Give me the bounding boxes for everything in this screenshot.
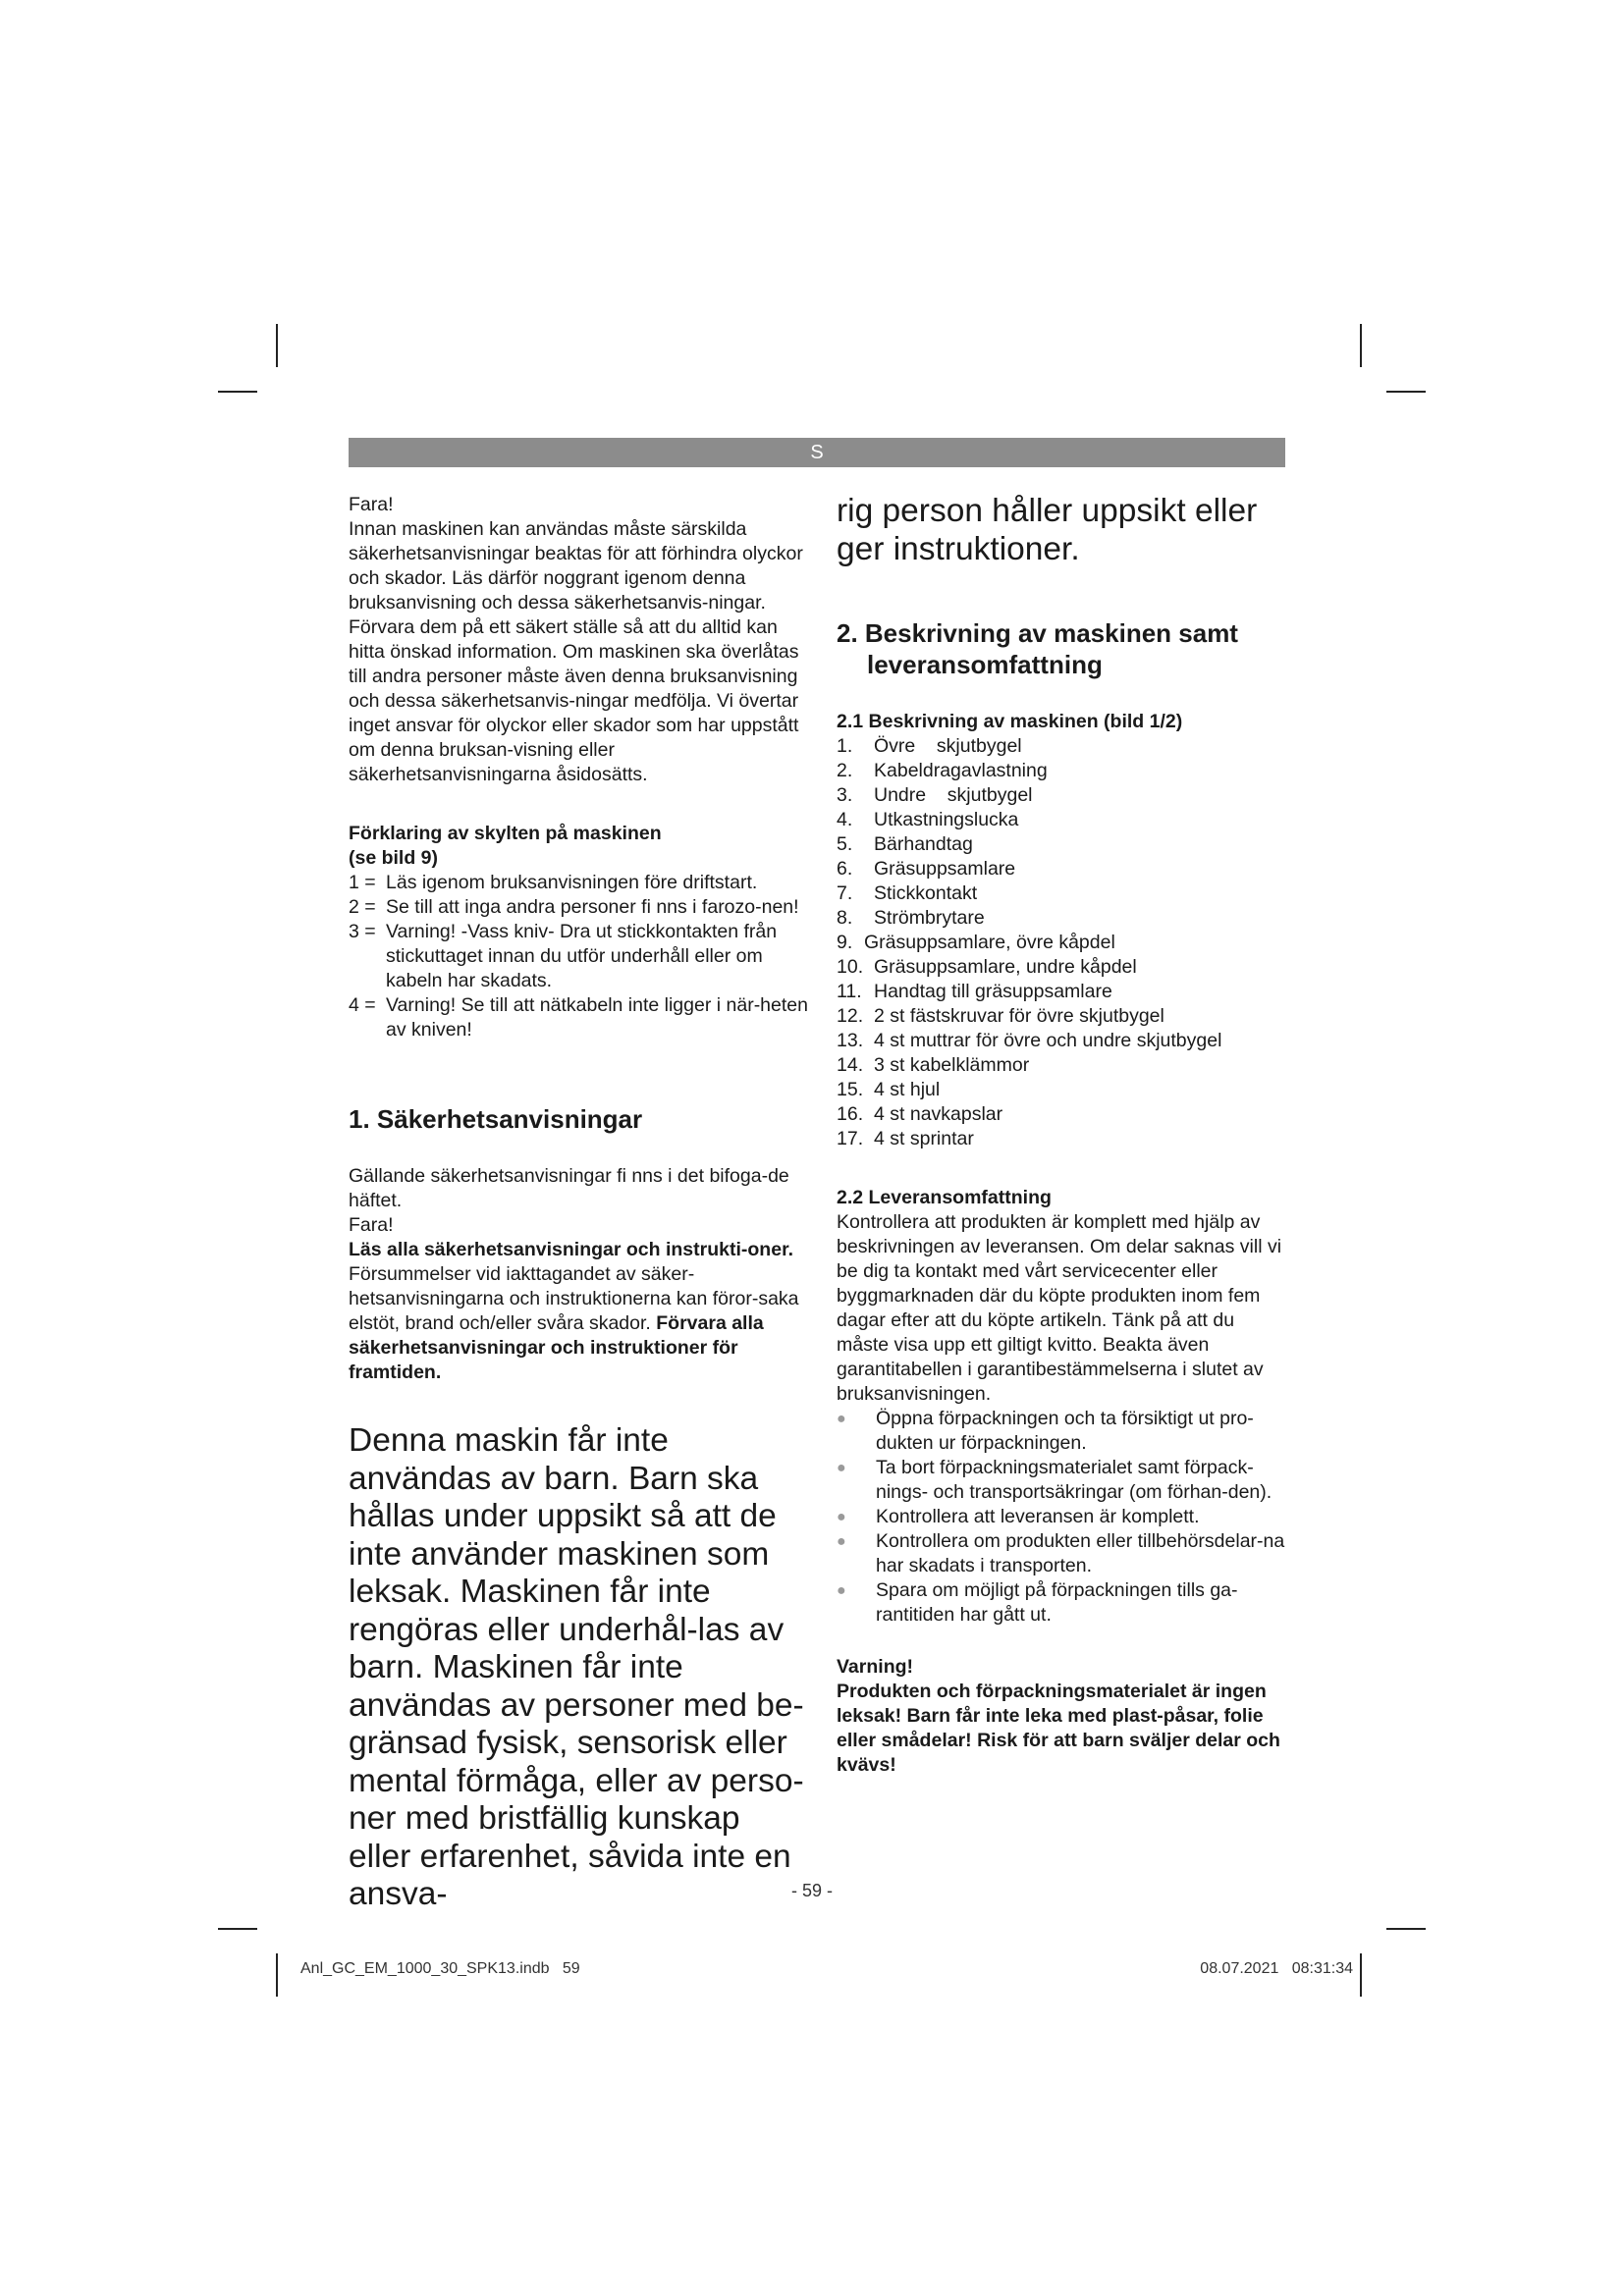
list-item: ● Spara om möjligt på förpackningen tills ga-rantitiden har gått ut. — [837, 1579, 1238, 1626]
section-1-intro: Gällande säkerhetsanvisningar fi nns i det bifoga-de häftet. — [349, 1165, 789, 1211]
bullet-icon: ● — [837, 1533, 846, 1550]
list-item: ● Kontrollera att leveransen är komplett. — [837, 1506, 1200, 1527]
footer-timestamp: 08.07.2021 08:31:34 — [1200, 1960, 1353, 1977]
sign-heading-ref: (se bild 9) — [349, 847, 439, 869]
section-1-body: Läs alla säkerhetsanvisningar och instrukti-oner. Försummelser vid iakttagandet av säker-hetsanvisningarna och instruktionerna kan föror-saka elstöt, brand och/eller svåra skador. Förvara alla säkerhetsanvisningar och instruktioner för framtiden. — [349, 1239, 799, 1383]
left-column — [349, 493, 808, 1914]
footer-file-info: Anl_GC_EM_1000_30_SPK13.indb 59 — [300, 1960, 580, 1977]
list-item: 8. Strömbrytare — [837, 907, 985, 929]
list-item: 3 = Varning! -Vass kniv- Dra ut stickkontakten från stickuttaget innan du utför underhåll eller om kabeln har skadats. — [349, 921, 778, 991]
bullet-icon: ● — [837, 1460, 846, 1476]
sign-heading: Förklaring av skylten på maskinen — [349, 823, 662, 844]
list-item: 12. 2 st fästskruvar för övre skjutbygel — [837, 1005, 1164, 1027]
list-item: 5. Bärhandtag — [837, 833, 973, 855]
list-item: ● Ta bort förpackningsmaterialet samt förpack-nings- och transportsäkringar (om förhan-den). — [837, 1457, 1272, 1503]
list-item: 14. 3 st kabelklämmor — [837, 1054, 1030, 1076]
list-item: 3. Undre skjutbygel — [837, 784, 1033, 806]
subsection-2-1-title: 2.1 Beskrivning av maskinen (bild 1/2) — [837, 711, 1183, 732]
list-item: 15. 4 st hjul — [837, 1079, 941, 1100]
list-item: 1. Övre skjutbygel — [837, 735, 1022, 757]
intro-title: Fara! — [349, 494, 394, 515]
crop-mark — [1386, 1928, 1426, 1930]
warning-title: Varning! — [837, 1656, 914, 1678]
list-item: ● Öppna förpackningen och ta försiktigt ut pro-dukten ur förpackningen. — [837, 1408, 1254, 1454]
child-warning-continued: rig person håller uppsikt eller ger instruktioner. — [837, 493, 1258, 567]
list-item: 7. Stickkontakt — [837, 882, 978, 904]
list-item: 2. Kabeldragavlastning — [837, 760, 1048, 781]
crop-mark — [218, 1928, 257, 1930]
crop-mark — [218, 391, 257, 393]
warning-text: Produkten och förpackningsmaterialet är ingen leksak! Barn får inte leka med plast-påsar, folie eller smådelar! Risk för att barn sväljer delar och kvävs! — [837, 1681, 1280, 1776]
list-item: 4 = Varning! Se till att nätkabeln inte ligger i när-heten av kniven! — [349, 994, 808, 1041]
section-2-title: 2. Beskrivning av maskinen samt — [837, 618, 1238, 648]
parts-list — [837, 734, 1288, 1151]
list-item: 10. Gräsuppsamlare, undre kåpdel — [837, 956, 1137, 978]
sign-list — [349, 871, 808, 1042]
list-item: 4. Utkastningslucka — [837, 809, 1019, 830]
list-item: 6. Gräsuppsamlare — [837, 858, 1016, 880]
list-item: 2 = Se till att inga andra personer fi nns i farozo-nen! — [349, 896, 799, 918]
page-number: - 59 - — [790, 1881, 833, 1900]
bullet-icon: ● — [837, 1582, 846, 1599]
list-item: ● Kontrollera om produkten eller tillbehörsdelar-na har skadats i transporten. — [837, 1530, 1285, 1576]
language-header-bar — [349, 438, 1285, 467]
section-2-title-line2: leveransomfattning — [867, 650, 1103, 679]
list-item: 9. Gräsuppsamlare, övre kåpdel — [837, 932, 1115, 953]
intro-text: Innan maskinen kan användas måste särskilda säkerhetsanvisningar beaktas för att förhindra olyckor och skador. Läs därför noggrant igenom denna bruksanvisning och dessa säkerhetsanvis-ningar. Förvara dem på ett säkert ställe så att du alltid kan hitta önskad information. Om maskinen ska överlåtas till andra personer måste även denna bruksanvisning och dessa säkerhetsanvis-ningar medfölja. Vi övertar inget ansvar för olyckor eller skador som har uppstått om denna bruksan-visning eller säkerhetsanvisningarna åsidosätts. — [349, 518, 803, 785]
section-1-fara: Fara! — [349, 1214, 394, 1236]
crop-mark — [1360, 1953, 1362, 1997]
subsection-2-2-title: 2.2 Leveransomfattning — [837, 1187, 1052, 1208]
right-column — [837, 493, 1288, 1778]
list-item: 11. Handtag till gräsuppsamlare — [837, 981, 1112, 1002]
crop-mark — [276, 324, 278, 367]
list-item: 17. 4 st sprintar — [837, 1128, 974, 1149]
crop-mark — [1386, 391, 1426, 393]
crop-mark — [276, 1953, 278, 1997]
list-item: 1 = Läs igenom bruksanvisningen före driftstart. — [349, 872, 758, 893]
section-1-title: 1. Säkerhetsanvisningar — [349, 1104, 643, 1134]
subsection-2-2-text: Kontrollera att produkten är komplett med hjälp av beskrivningen av leveransen. Om delar saknas vill vi be dig ta kontakt med vårt servicecenter eller byggmarknaden där du köpte produkten inom fem dagar efter att du köpte artikeln. Tänk på att du måste visa upp ett giltigt kvitto. Beakta även garantitabellen i garantibestämmelserna i slutet av bruksanvisningen. — [837, 1211, 1282, 1405]
bullet-icon: ● — [837, 1411, 846, 1427]
bullet-icon: ● — [837, 1509, 846, 1525]
language-label: S — [810, 442, 824, 463]
crop-mark — [1360, 324, 1362, 367]
list-item: 13. 4 st muttrar för övre och undre skjutbygel — [837, 1030, 1222, 1051]
child-warning-text: Denna maskin får inte användas av barn. Barn ska hållas under uppsikt så att de inte använder maskinen som leksak. Maskinen får inte rengöras eller underhål-las av barn. Maskinen får inte användas av personer med be-gränsad fysisk, sensorisk eller mental förmåga, eller av perso-ner med bristfällig kunskap eller erfarenhet, såvida inte en ansva- — [349, 1422, 804, 1912]
bullet-list — [837, 1407, 1288, 1628]
list-item: 16. 4 st navkapslar — [837, 1103, 1003, 1125]
